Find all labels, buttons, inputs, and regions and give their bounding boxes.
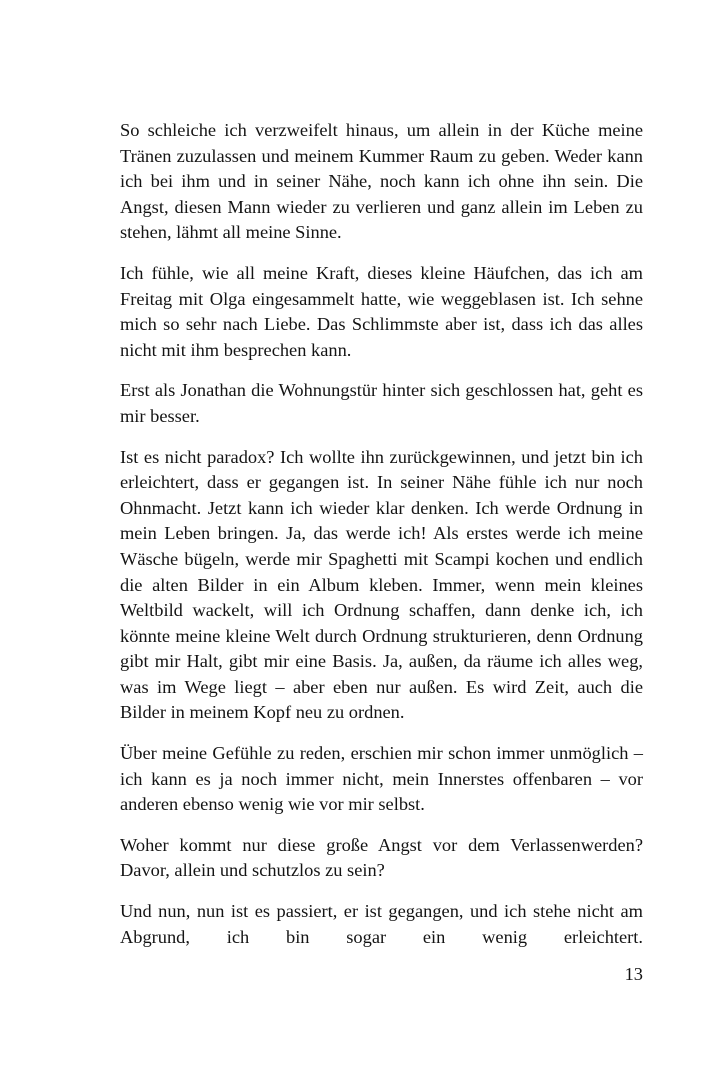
- paragraph-7: Und nun, nun ist es passiert, er ist gegangen, und ich stehe nicht am Abgrund, ich bin sogar ein wenig erleichtert.: [120, 901, 643, 947]
- page-number: 13: [624, 964, 643, 984]
- page-body: [120, 118, 643, 965]
- paragraph-3: Erst als Jonathan die Wohnungstür hinter sich geschlossen hat, geht es mir besser.: [120, 380, 643, 426]
- paragraph-2: Ich fühle, wie all meine Kraft, dieses kleine Häufchen, das ich am Freitag mit Olga eingesammelt hatte, wie weggeblasen ist. Ich sehne mich so sehr nach Liebe. Das Schlimmste aber ist, dass ich das alles nicht mit ihm besprechen kann.: [120, 262, 643, 360]
- paragraph-1: So schleiche ich verzweifelt hinaus, um allein in der Küche meine Tränen zuzulassen und meinem Kummer Raum zu geben. Weder kann ich bei ihm und in seiner Nähe, noch kann ich ohne ihn sein. Die Angst, diesen Mann wieder zu verlieren und ganz allein im Leben zu stehen, lähmt all meine Sinne.: [120, 120, 643, 243]
- paragraph-6: Woher kommt nur diese große Angst vor dem Verlassenwerden? Davor, allein und schutzlos zu sein?: [120, 834, 643, 881]
- paragraph-4: Ist es nicht paradox? Ich wollte ihn zurückgewinnen, und jetzt bin ich erleichtert, dass er gegangen ist. In seiner Nähe fühle ich nur noch Ohnmacht. Jetzt kann ich wieder klar denken. Ich werde Ordnung in mein Leben bringen. Ja, das werde ich! Als erstes werde ich meine Wäsche bügeln, werde mir Spaghetti mit Scampi kochen und endlich die alten Bilder in ein Album kleben. Immer, wenn mein kleines Weltbild wackelt, will ich Ordnung schaffen, dann denke ich, ich könnte meine kleine Welt durch Ordnung strukturieren, denn Ordnung gibt mir Halt, gibt mir eine Basis. Ja, außen, da räume ich alles weg, was im Wege liegt – aber eben nur außen. Es wird Zeit, auch die Bilder in meinem Kopf neu zu ordnen.: [120, 446, 643, 723]
- paragraph-5: Über meine Gefühle zu reden, erschien mir schon immer unmöglich – ich kann es ja noch immer nicht, mein Innerstes offenbaren – vor anderen ebenso wenig wie vor mir selbst.: [120, 743, 643, 815]
